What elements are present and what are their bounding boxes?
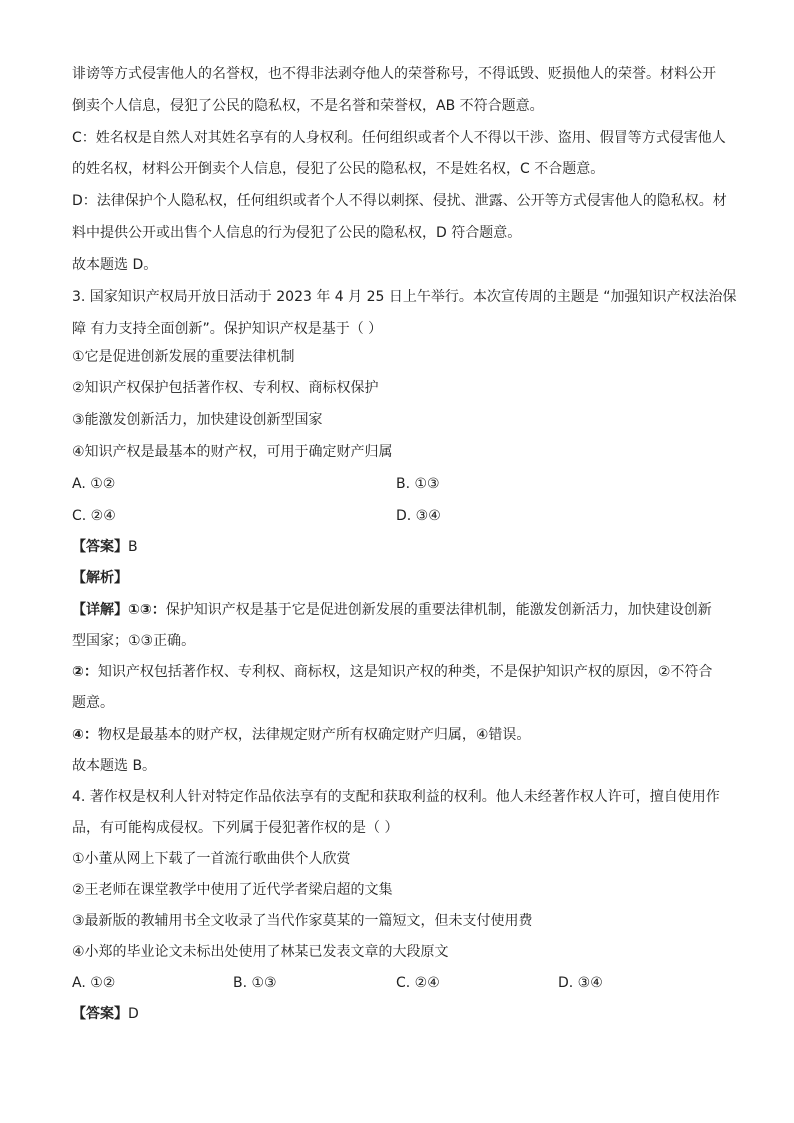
- question-3-stem-cont: 障 有力支持全面创新”。保护知识产权是基于（ ）: [72, 321, 383, 337]
- answer-label: 【答案】: [72, 1006, 128, 1022]
- question-3-option-4: ④知识产权是最基本的财产权，可用于确定财产归属: [72, 444, 393, 460]
- conclusion-line: 故本题选 D。: [72, 257, 158, 273]
- question-3-analysis-label: 【解析】: [72, 570, 128, 586]
- question-3-choice-d: D. ③④: [396, 508, 441, 524]
- question-4-option-2: ②王老师在课堂教学中使用了近代学者梁启超的文集: [72, 882, 393, 898]
- detail-label: 【详解】①③：: [72, 602, 166, 618]
- text-line: 倒卖个人信息，侵犯了公民的隐私权，不是名誉和荣誉权，AB 不符合题意。: [72, 98, 544, 114]
- answer-value: D: [128, 1006, 139, 1022]
- text-line: 的姓名权，材料公开倒卖个人信息，侵犯了公民的隐私权，不是姓名权，C 不合题意。: [72, 161, 605, 177]
- question-3-option-1: ①它是促进创新发展的重要法律机制: [72, 349, 295, 365]
- question-3-detail-2-cont: 题意。: [72, 695, 114, 711]
- question-3-answer: [72, 537, 138, 557]
- question-3-option-3: ③能激发创新活力，加快建设创新型国家: [72, 412, 323, 428]
- question-4-option-1: ①小董从网上下载了一首流行歌曲供个人欣赏: [72, 851, 351, 867]
- question-4-option-4: ④小郑的毕业论文未标出处使用了林某已发表文章的大段原文: [72, 944, 449, 960]
- text-line: 诽谤等方式侵害他人的名誉权，也不得非法剥夺他人的荣誉称号，不得诋毁、贬损他人的荣誉。材料公开: [72, 66, 716, 82]
- text-line: D：法律保护个人隐私权，任何组织或者个人不得以刺探、侵扰、泄露、公开等方式侵害他人的隐私权。材: [72, 193, 727, 209]
- detail-text: 保护知识产权是基于它是促进创新发展的重要法律机制，能激发创新活力，加快建设创新: [165, 602, 712, 618]
- answer-value: B: [128, 539, 138, 555]
- question-3-choice-c: C. ②④: [72, 508, 116, 524]
- text-line: 料中提供公开或出售个人信息的行为侵犯了公民的隐私权，D 符合题意。: [72, 225, 522, 241]
- question-3-choice-a: A. ①②: [72, 476, 116, 492]
- question-4-choice-d: D. ③④: [558, 975, 603, 991]
- detail-text: 物权是最基本的财产权，法律规定财产所有权确定财产归属，④错误。: [97, 727, 531, 743]
- question-4-answer: [72, 1004, 139, 1024]
- question-4-stem-cont: 品，有可能构成侵权。下列属于侵犯著作权的是（ ）: [72, 820, 399, 836]
- question-4-option-3: ③最新版的教辅用书全文收录了当代作家莫某的一篇短文，但未支付使用费: [72, 913, 533, 929]
- question-3-detail-2: [72, 662, 712, 682]
- question-3-stem: 3. 国家知识产权局开放日活动于 2023 年 4 月 25 日上午举行。本次宣传周的主题是 “加强知识产权法治保: [72, 289, 737, 305]
- detail-label: ②：: [72, 664, 98, 680]
- question-4-choice-a: A. ①②: [72, 975, 116, 991]
- question-3-option-2: ②知识产权保护包括著作权、专利权、商标权保护: [72, 380, 379, 396]
- answer-label: 【答案】: [72, 539, 128, 555]
- question-4-choice-b: B. ①③: [233, 975, 277, 991]
- detail-text: 知识产权包括著作权、专利权、商标权，这是知识产权的种类，不是保护知识产权的原因，②不符合: [97, 664, 713, 680]
- question-3-detail-cont: 型国家；①③正确。: [72, 633, 196, 649]
- question-4-stem: 4. 著作权是权利人针对特定作品依法享有的支配和获取利益的权利。他人未经著作权人许可，擅自使用作: [72, 789, 720, 805]
- question-4-choice-c: C. ②④: [396, 975, 440, 991]
- question-3-detail: [72, 600, 712, 620]
- question-3-conclusion: 故本题选 B。: [72, 758, 157, 774]
- question-3-choice-b: B. ①③: [396, 476, 440, 492]
- text-line: C：姓名权是自然人对其姓名享有的人身权利。任何组织或者个人不得以干涉、盗用、假冒等方式侵害他人: [72, 130, 726, 146]
- detail-label: ④：: [72, 727, 98, 743]
- question-3-detail-3: [72, 725, 530, 745]
